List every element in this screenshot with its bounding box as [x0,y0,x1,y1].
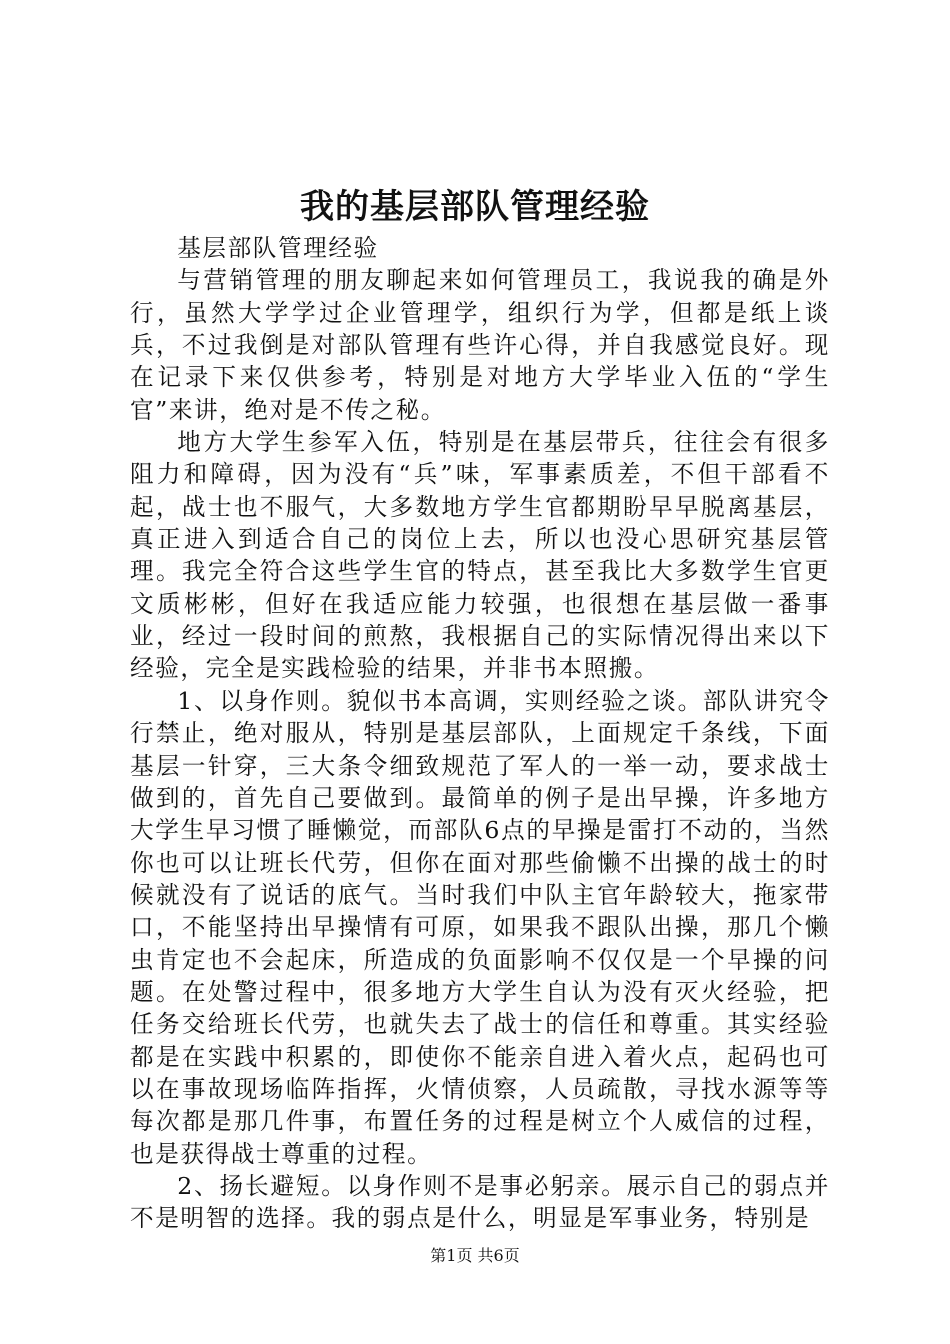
paragraph-intro: 与营销管理的朋友聊起来如何管理员工，我说我的确是外行，虽然大学学过企业管理学，组织行为学，但都是纸上谈兵，不过我倒是对部队管理有些许心得，并自我感觉良好。现在记录下来仅供参考，特别是对地方大学毕业入伍的“学生官”来讲，绝对是不传之秘。 [130,266,830,424]
document-title: 我的基层部队管理经验 [300,187,650,227]
page-number: 第1页 共6页 [430,1246,520,1265]
paragraph-subtitle: 基层部队管理经验 [177,234,379,262]
paragraph-point-2: 2、扬长避短。以身作则不是事必躬亲。展示自己的弱点并不是明智的选择。我的弱点是什么，明显是军事业务，特别是 [130,1171,830,1233]
paragraph-background: 地方大学生参军入伍，特别是在基层带兵，往往会有很多阻力和障碍，因为没有“兵”味，军事素质差，不但干部看不起，战士也不服气，大多数地方学生官都期盼早早脱离基层，真正进入到适合自己的岗位上去，所以也没心思研究基层管理。我完全符合这些学生官的特点，甚至我比大多数学生官更文质彬彬，但好在我适应能力较强，也很想在基层做一番事业，经过一段时间的煎熬，我根据自己的实际情况得出来以下经验，完全是实践检验的结果，并非书本照搬。 [130,428,830,683]
document-body [130,232,830,1235]
paragraph-point-1: 1、以身作则。貌似书本高调，实则经验之谈。部队讲究令行禁止，绝对服从，特别是基层部队，上面规定千条线，下面基层一针穿，三大条令细致规范了军人的一举一动，要求战士做到的，首先自己要做到。最简单的例子是出早操，许多地方大学生早习惯了睡懒觉，而部队6点的早操是雷打不动的，当然你也可以让班长代劳，但你在面对那些偷懒不出操的战士的时候就没有了说话的底气。当时我们中队主官年龄较大，拖家带口，不能坚持出早操情有可原，如果我不跟队出操，那几个懒虫肯定也不会起床，所造成的负面影响不仅仅是一个早操的问题。在处警过程中，很多地方大学生自认为没有灭火经验，把任务交给班长代劳，也就失去了战士的信任和尊重。其实经验都是在实践中积累的，即使你不能亲自进入着火点，起码也可以在事故现场临阵指挥，火情侦察，人员疏散，寻找水源等等每次都是那几件事，布置任务的过程是树立个人威信的过程，也是获得战士尊重的过程。 [130,686,830,1168]
